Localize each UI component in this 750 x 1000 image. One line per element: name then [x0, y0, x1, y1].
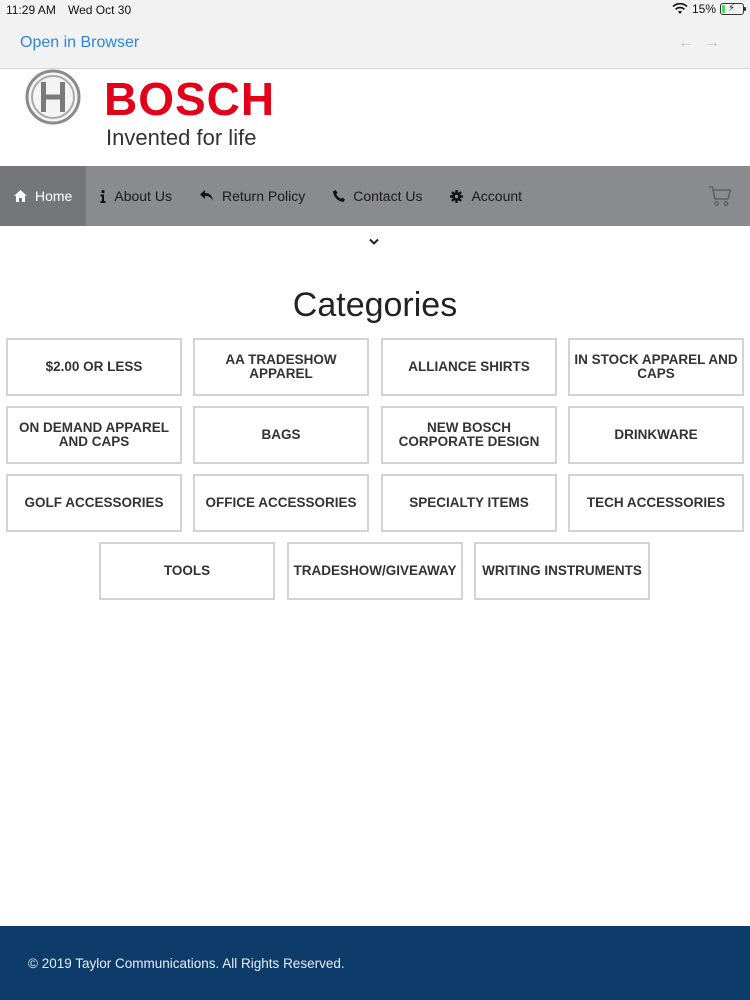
status-right — [672, 2, 744, 16]
open-in-browser-link[interactable]: Open in Browser — [20, 34, 140, 51]
category-tile[interactable]: AA TRADESHOW APPAREL — [193, 338, 369, 396]
nav-item-return-policy[interactable] — [186, 166, 319, 226]
category-tile[interactable]: BAGS — [193, 406, 369, 464]
charging-bolt-icon: ⚡ — [728, 3, 736, 14]
site-footer — [0, 926, 750, 1000]
nav-label: Contact Us — [353, 188, 423, 204]
info-icon — [100, 190, 106, 203]
forward-arrow-icon[interactable]: → — [704, 34, 730, 51]
nav-item-contact-us[interactable] — [319, 166, 436, 226]
category-tile[interactable]: SPECIALTY ITEMS — [381, 474, 557, 532]
nav-item-account[interactable] — [436, 166, 536, 226]
category-tile[interactable]: DRINKWARE — [568, 406, 744, 464]
category-tile[interactable]: TECH ACCESSORIES — [568, 474, 744, 532]
battery-percent: 15% — [691, 2, 716, 16]
back-arrow-icon[interactable]: ← — [678, 34, 704, 51]
battery-fill — [722, 5, 725, 13]
category-tile[interactable]: OFFICE ACCESSORIES — [193, 474, 369, 532]
brand-logo-text[interactable]: BOSCH — [104, 73, 276, 125]
battery-icon — [720, 3, 744, 15]
category-tile[interactable]: TRADESHOW/GIVEAWAY — [287, 542, 463, 600]
category-tile[interactable]: ON DEMAND APPAREL AND CAPS — [6, 406, 182, 464]
browser-bar — [0, 20, 750, 69]
chevron-down-icon[interactable] — [367, 237, 381, 247]
category-tile[interactable]: TOOLS — [99, 542, 275, 600]
brand-tagline: Invented for life — [106, 125, 257, 150]
category-tile[interactable]: WRITING INSTRUMENTS — [474, 542, 650, 600]
bosch-emblem-icon[interactable] — [25, 69, 81, 125]
nav-item-home[interactable] — [0, 166, 86, 226]
status-bar — [0, 0, 750, 20]
site-header — [0, 69, 750, 166]
nav-label: Return Policy — [221, 188, 306, 204]
main-nav — [0, 166, 750, 226]
categories-title: Categories — [292, 286, 458, 324]
status-time: 11:29 AM — [6, 3, 56, 17]
category-tile[interactable]: ALLIANCE SHIRTS — [381, 338, 557, 396]
cart-icon[interactable] — [708, 185, 732, 207]
gear-icon — [450, 190, 463, 203]
category-tile[interactable]: NEW BOSCH CORPORATE DESIGN — [381, 406, 557, 464]
nav-label: Account — [471, 188, 523, 204]
wifi-icon — [672, 3, 688, 15]
category-tile[interactable]: $2.00 OR LESS — [6, 338, 182, 396]
reply-icon — [200, 190, 214, 202]
nav-label: Home — [35, 188, 73, 204]
copyright-text: © 2019 Taylor Communications. All Rights Reserved. — [28, 956, 345, 971]
status-date: Wed Oct 30 — [68, 3, 132, 17]
home-icon — [14, 190, 27, 202]
browser-nav — [678, 34, 730, 52]
nav-item-about-us[interactable] — [86, 166, 186, 226]
nav-label: About Us — [114, 188, 172, 204]
phone-icon — [333, 190, 345, 202]
category-tile[interactable]: IN STOCK APPAREL AND CAPS — [568, 338, 744, 396]
category-tile[interactable]: GOLF ACCESSORIES — [6, 474, 182, 532]
